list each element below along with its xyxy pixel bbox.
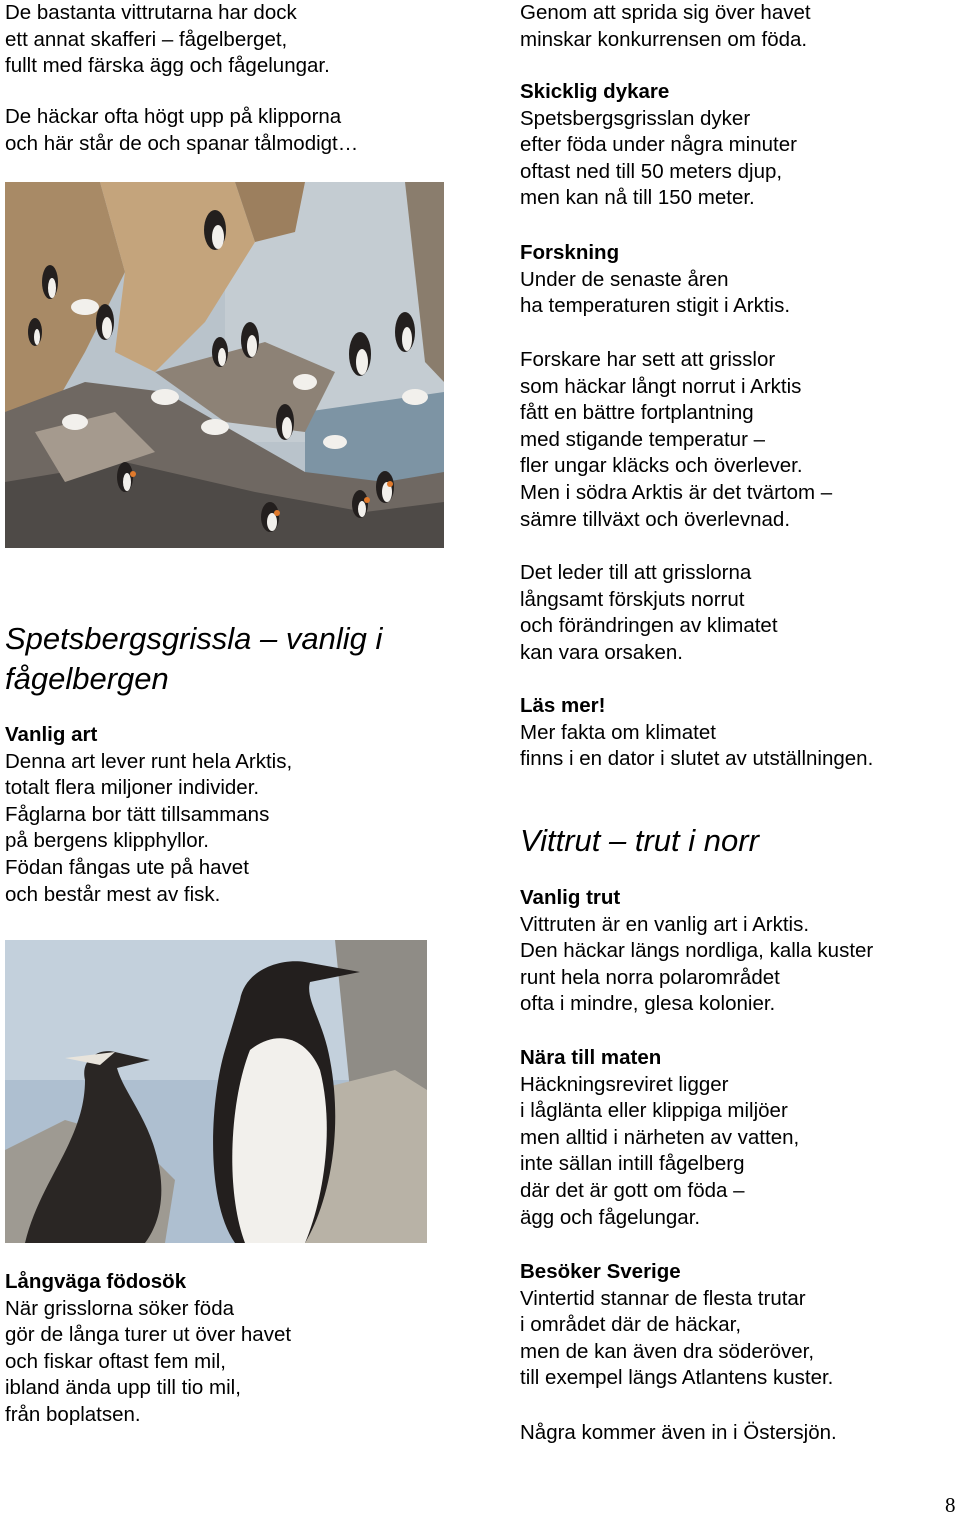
text-line: i låglänta eller klippiga miljöer xyxy=(520,1099,788,1123)
text-line: men alltid i närheten av vatten, xyxy=(520,1125,800,1149)
text-line: Genom att sprida sig över havet xyxy=(520,1,811,24)
text-line: ibland ända upp till tio mil, xyxy=(5,1376,241,1400)
text-line: ofta i mindre, glesa kolonier. xyxy=(520,992,776,1016)
page-number: 8 xyxy=(945,1493,956,1517)
paragraph-title: Nära till maten xyxy=(520,1046,662,1069)
text-line: kan vara orsaken. xyxy=(520,640,683,664)
intro-paragraph-2 xyxy=(5,104,358,157)
text-line: De häckar ofta högt upp på klipporna xyxy=(5,105,342,128)
text-line: Vittruten är en vanlig art i Arktis. xyxy=(520,912,810,936)
paragraph-title: Långväga födosök xyxy=(5,1270,187,1293)
text-line: långsamt förskjuts norrut xyxy=(520,587,745,611)
text-line: men kan nå till 150 meter. xyxy=(520,186,755,210)
paragraph-besoker-sverige xyxy=(520,1259,833,1392)
text-line: Forskare har sett att grisslor xyxy=(520,348,776,371)
text-line: med stigande temperatur – xyxy=(520,427,765,451)
text-line: fler ungar kläcks och överlever. xyxy=(520,454,803,478)
paragraph-vanlig-art xyxy=(5,722,292,908)
text-line: inte sällan intill fågelberg xyxy=(520,1152,745,1176)
text-line: oftast ned till 50 meters djup, xyxy=(520,159,783,183)
text-line: och fiskar oftast fem mil, xyxy=(5,1349,227,1373)
text-line: Den häckar längs nordliga, kalla kuster xyxy=(520,939,874,963)
paragraph-vanlig-trut xyxy=(520,885,873,1018)
text-line: Mer fakta om klimatet xyxy=(520,720,716,744)
bird-cliff-photo xyxy=(5,182,444,548)
paragraph-skicklig-dykare xyxy=(520,79,797,212)
text-line: från boplatsen. xyxy=(5,1402,141,1426)
paragraph-title: Vanlig trut xyxy=(520,886,621,909)
text-line: fått en bättre fortplantning xyxy=(520,401,754,425)
text-line: Under de senaste åren xyxy=(520,267,729,291)
text-line: fullt med färska ägg och fågelungar. xyxy=(5,54,330,78)
text-line: Spetsbergsgrisslan dyker xyxy=(520,106,751,130)
paragraph-title: Vanlig art xyxy=(5,723,98,746)
paragraph-las-mer xyxy=(520,693,873,773)
text-line: Födan fångas ute på havet xyxy=(5,855,249,879)
text-line: i området där de häckar, xyxy=(520,1313,742,1337)
text-line: Det leder till att grisslorna xyxy=(520,561,752,584)
text-line: Fåglarna bor tätt tillsammans xyxy=(5,802,270,826)
paragraph-langvaga-fodosok xyxy=(5,1269,291,1429)
text-line: ägg och fågelungar. xyxy=(520,1205,701,1229)
paragraph-ostersjon: Några kommer även in i Östersjön. xyxy=(520,1421,837,1444)
paragraph-title: Forskning xyxy=(520,241,620,264)
text-line: ha temperaturen stigit i Arktis. xyxy=(520,294,791,318)
paragraph-title: Läs mer! xyxy=(520,694,606,717)
text-line: efter föda under några minuter xyxy=(520,133,797,157)
section-heading-spetsbergsgrissla xyxy=(5,619,382,699)
paragraph-title: Besöker Sverige xyxy=(520,1260,681,1283)
text-line: gör de långa turer ut över havet xyxy=(5,1323,292,1347)
text-line: där det är gott om föda – xyxy=(520,1178,745,1202)
text-line: När grisslorna söker föda xyxy=(5,1296,235,1320)
text-line: till exempel längs Atlantens kuster. xyxy=(520,1366,834,1390)
text-line: minskar konkurrensen om föda. xyxy=(520,27,808,51)
text-line: som häckar långt norrut i Arktis xyxy=(520,374,802,398)
section-heading-vittrut: Vittrut – trut i norr xyxy=(520,823,759,858)
paragraph-forskare xyxy=(520,347,832,533)
guillemot-photo xyxy=(5,940,427,1243)
text-line: och här står de och spanar tålmodigt… xyxy=(5,131,359,155)
text-line: Denna art lever runt hela Arktis, xyxy=(5,749,293,773)
text-line: sämre tillväxt och överlevnad. xyxy=(520,507,791,531)
text-line: finns i en dator i slutet av utställningen. xyxy=(520,747,874,771)
intro-paragraph-1 xyxy=(5,0,330,80)
text-line: ett annat skafferi – fågelberget, xyxy=(5,27,288,51)
heading-line: fågelbergen xyxy=(5,661,169,696)
text-line: De bastanta vittrutarna har dock xyxy=(5,1,297,24)
paragraph-nara-till-maten xyxy=(520,1045,799,1231)
paragraph-title: Skicklig dykare xyxy=(520,80,670,103)
text-line: Vintertid stannar de flesta trutar xyxy=(520,1286,806,1310)
paragraph-intro-right xyxy=(520,0,811,53)
text-line: på bergens klipphyllor. xyxy=(5,829,209,853)
text-line: men de kan även dra söderöver, xyxy=(520,1339,815,1363)
paragraph-forskning xyxy=(520,240,790,320)
paragraph-orsak xyxy=(520,560,778,666)
text-line: och förändringen av klimatet xyxy=(520,614,778,638)
text-line: och består mest av fisk. xyxy=(5,882,221,906)
text-line: Häckningsreviret ligger xyxy=(520,1072,729,1096)
text-line: totalt flera miljoner individer. xyxy=(5,776,260,800)
heading-line: Spetsbergsgrissla – vanlig i xyxy=(5,621,383,656)
text-line: Men i södra Arktis är det tvärtom – xyxy=(520,480,833,504)
text-line: runt hela norra polarområdet xyxy=(520,965,780,989)
